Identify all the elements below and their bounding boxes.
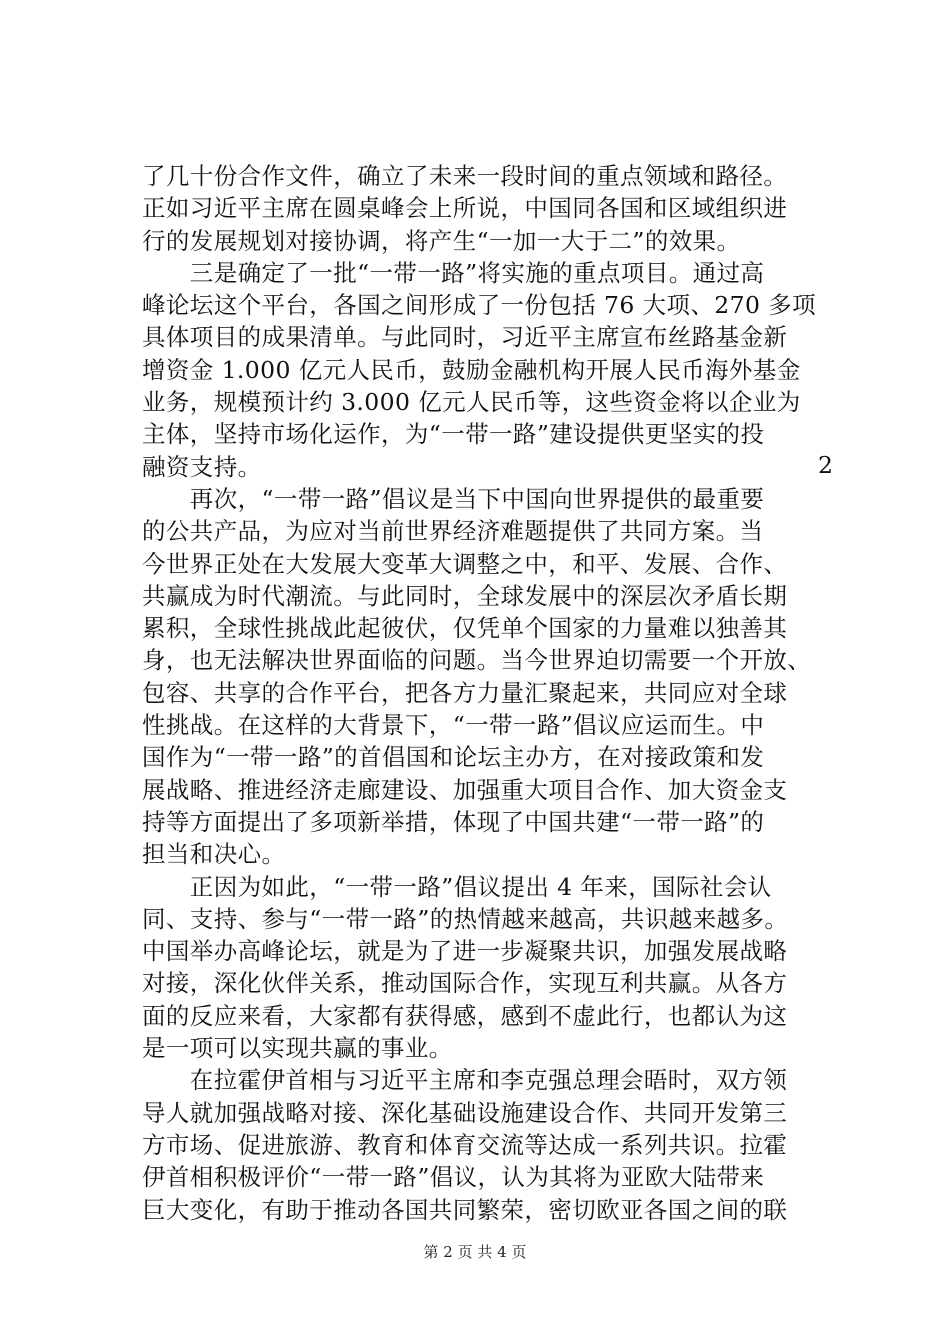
- text-line: 导人就加强战略对接、深化基础设施建设合作、共同开发第三: [142, 1098, 788, 1127]
- text-line: 伊首相积极评价“一带一路”倡议，认为其将为亚欧大陆带来: [142, 1163, 765, 1192]
- page-footer: 第 2 页 共 4 页: [423, 1243, 527, 1261]
- text-line: 峰论坛这个平台，各国之间形成了一份包括 76 大项、270 多项: [142, 291, 816, 320]
- text-line: 是一项可以实现共赢的事业。: [142, 1034, 453, 1063]
- text-line: 持等方面提出了多项新举措，体现了中国共建“一带一路”的: [142, 807, 765, 836]
- text-line: 再次，“一带一路”倡议是当下中国向世界提供的最重要: [142, 484, 765, 513]
- text-line: 今世界正处在大发展大变革大调整之中，和平、发展、合作、: [142, 549, 788, 578]
- text-line: 行的发展规划对接协调，将产生“一加一大于二”的效果。: [142, 226, 741, 255]
- text-line: 累积，全球性挑战此起彼伏，仅凭单个国家的力量难以独善其: [142, 614, 788, 643]
- text-line: 共赢成为时代潮流。与此同时，全球发展中的深层次矛盾长期: [142, 581, 788, 610]
- text-line: 中国举办高峰论坛，就是为了进一步凝聚共识，加强发展战略: [142, 937, 788, 966]
- text-line: 包容、共享的合作平台，把各方力量汇聚起来，共同应对全球: [142, 678, 788, 707]
- text-line: 国作为“一带一路”的首倡国和论坛主办方，在对接政策和发: [142, 743, 765, 772]
- document-body: [142, 160, 842, 1226]
- stray-page-mark: 2: [818, 451, 833, 479]
- text-line: 担当和决心。: [142, 840, 286, 869]
- text-line: 增资金 1.000 亿元人民币，鼓励金融机构开展人民币海外基金: [142, 355, 801, 384]
- text-line: 的公共产品，为应对当前世界经济难题提供了共同方案。当: [142, 517, 764, 546]
- text-line: 融资支持。: [142, 452, 262, 481]
- text-line: 同、支持、参与“一带一路”的热情越来越高，共识越来越多。: [142, 904, 789, 933]
- text-line: 正如习近平主席在圆桌峰会上所说，中国同各国和区域组织进: [142, 194, 788, 223]
- text-line: 身，也无法解决世界面临的问题。当今世界迫切需要一个开放、: [142, 646, 812, 675]
- text-line: 了几十份合作文件，确立了未来一段时间的重点领域和路径。: [142, 162, 788, 190]
- text-line: 性挑战。在这样的大背景下，“一带一路”倡议应运而生。中: [142, 711, 765, 740]
- text-line: 正因为如此，“一带一路”倡议提出 4 年来，国际社会认: [142, 872, 772, 901]
- text-line: 三是确定了一批“一带一路”将实施的重点项目。通过高: [142, 258, 765, 287]
- text-line: 面的反应来看，大家都有获得感，感到不虚此行，也都认为这: [142, 1001, 788, 1030]
- text-line: 在拉霍伊首相与习近平主席和李克强总理会晤时，双方领: [142, 1066, 788, 1095]
- text-line: 巨大变化，有助于推动各国共同繁荣，密切欧亚各国之间的联: [142, 1195, 788, 1224]
- text-line: 方市场、促进旅游、教育和体育交流等达成一系列共识。拉霍: [142, 1130, 788, 1159]
- text-line: 主体，坚持市场化运作，为“一带一路”建设提供更坚实的投: [142, 420, 765, 449]
- text-line: 具体项目的成果清单。与此同时，习近平主席宣布丝路基金新: [142, 323, 788, 352]
- text-line: 业务，规模预计约 3.000 亿元人民币等，这些资金将以企业为: [142, 388, 801, 417]
- text-line: 对接，深化伙伴关系，推动国际合作，实现互利共赢。从各方: [142, 969, 788, 998]
- text-line: 展战略、推进经济走廊建设、加强重大项目合作、加大资金支: [142, 775, 788, 804]
